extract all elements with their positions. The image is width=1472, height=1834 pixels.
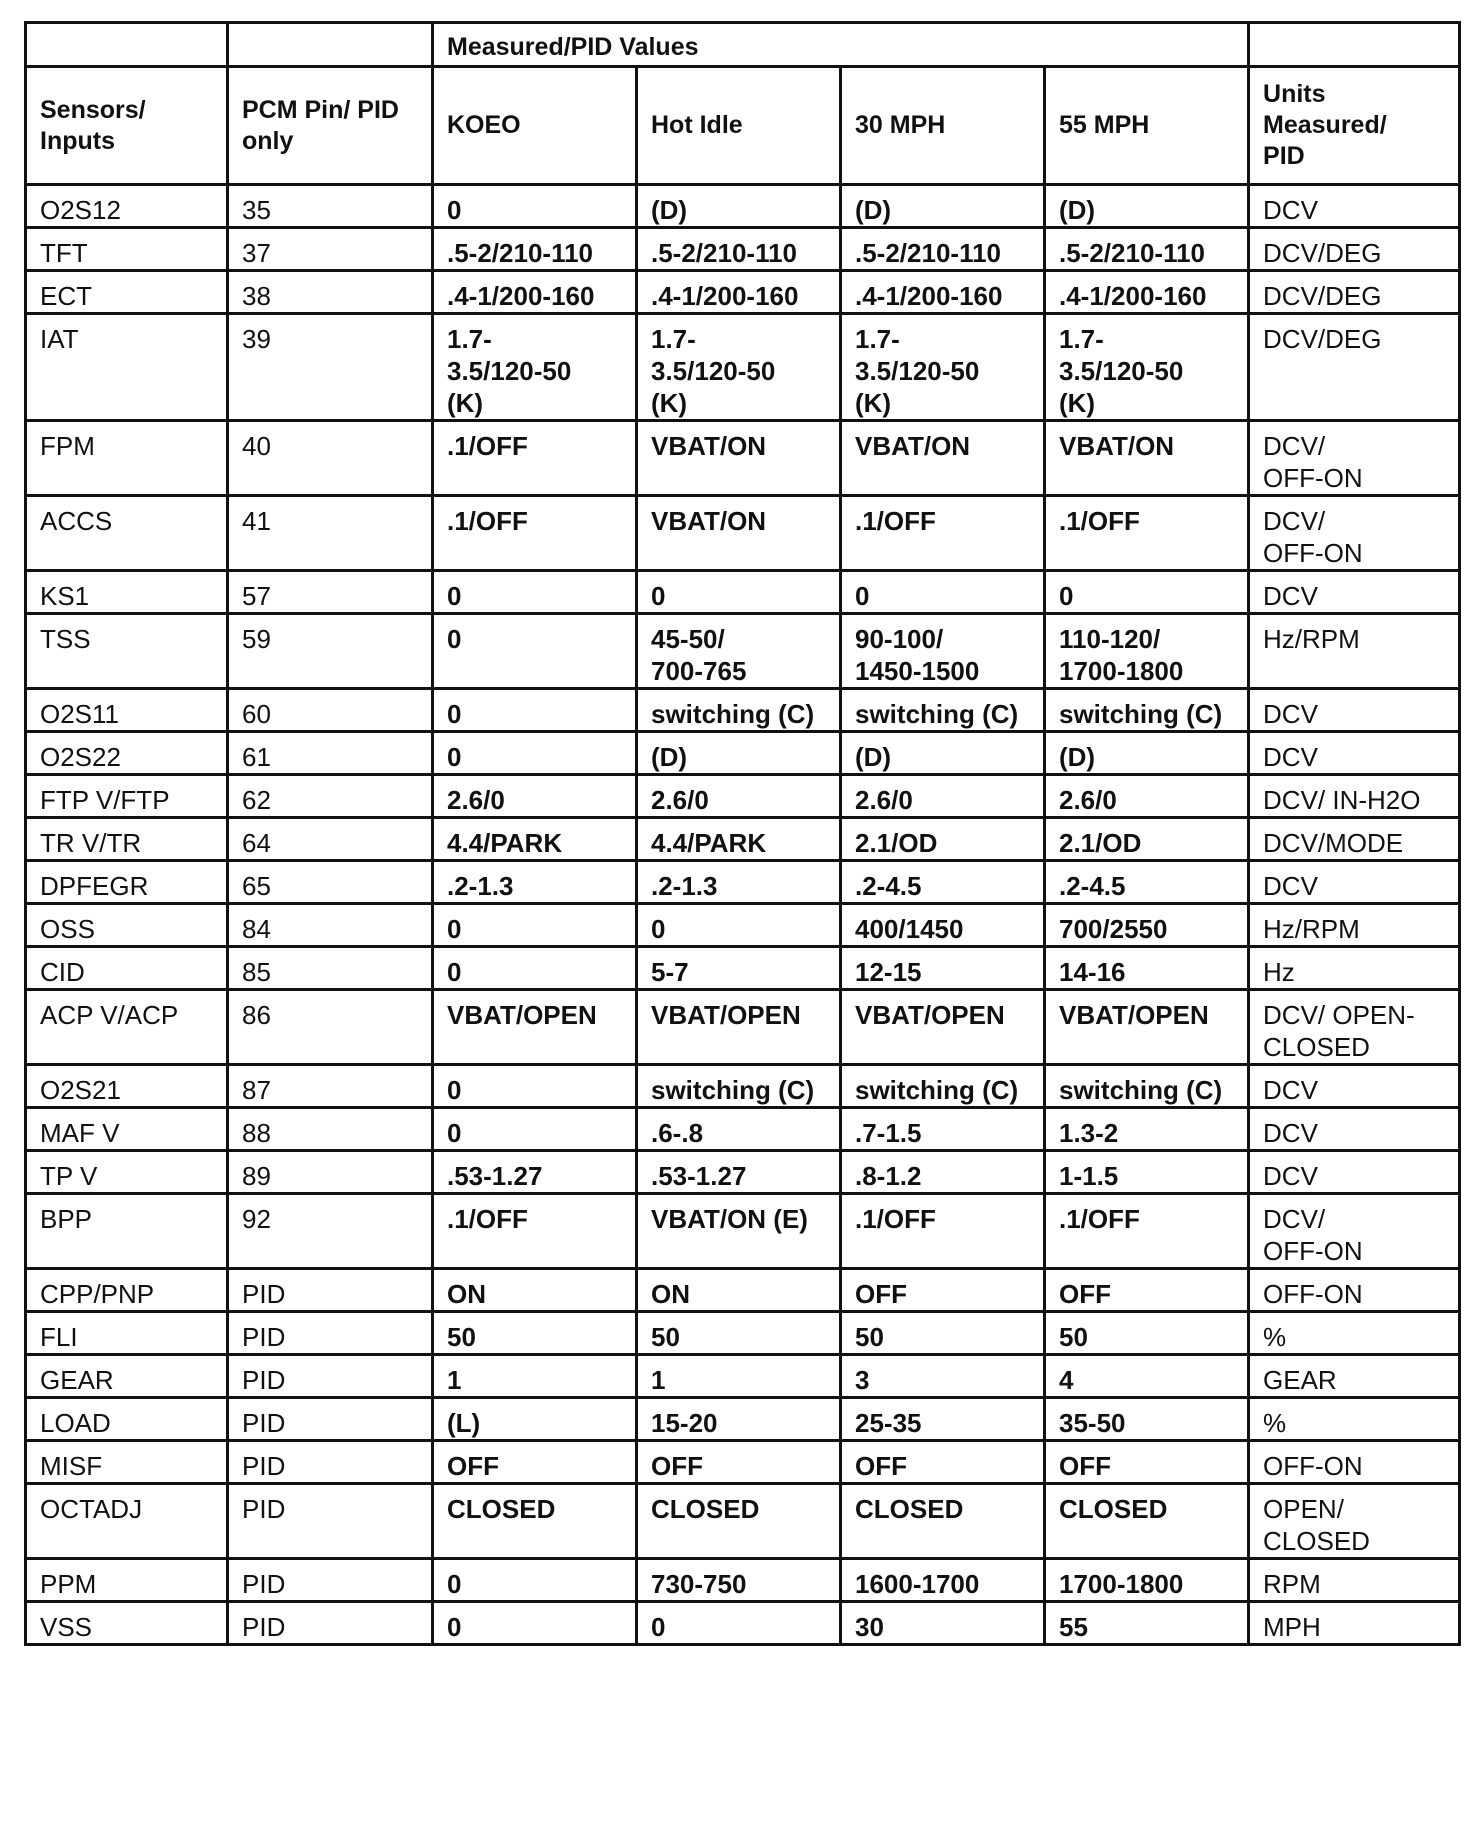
units-cell: Hz/RPM [1249, 614, 1460, 689]
pid-values-table [24, 21, 1461, 1646]
sensor-cell: ACP V/ACP [26, 990, 228, 1065]
55-mph-value-cell: .4-1/200-160 [1045, 271, 1249, 314]
55-mph-value-cell: CLOSED [1045, 1484, 1249, 1559]
units-cell: DCV [1249, 689, 1460, 732]
sensor-cell: CID [26, 947, 228, 990]
units-cell: DCV/ IN-H2O [1249, 775, 1460, 818]
30-mph-value-cell: .4-1/200-160 [841, 271, 1045, 314]
pin-cell: PID [228, 1602, 433, 1645]
55-mph-value-cell: switching (C) [1045, 689, 1249, 732]
30-mph-value-cell: 2.1/OD [841, 818, 1045, 861]
pin-cell: PID [228, 1441, 433, 1484]
pin-cell: 57 [228, 571, 433, 614]
sensor-cell: VSS [26, 1602, 228, 1645]
empty-header-cell [228, 23, 433, 67]
units-cell: % [1249, 1312, 1460, 1355]
units-cell: OFF-ON [1249, 1441, 1460, 1484]
units-cell: DCV [1249, 861, 1460, 904]
30-mph-value-cell: 50 [841, 1312, 1045, 1355]
55-mph-value-cell: 2.1/OD [1045, 818, 1249, 861]
30-mph-value-cell: 30 [841, 1602, 1045, 1645]
units-cell: DCV [1249, 1151, 1460, 1194]
table-row [26, 1484, 1460, 1559]
koeo-value-cell: 1 [433, 1355, 637, 1398]
hot-idle-value-cell: VBAT/ON [637, 421, 841, 496]
hot-idle-value-cell: 4.4/PARK [637, 818, 841, 861]
pin-cell: 86 [228, 990, 433, 1065]
pin-cell: 87 [228, 1065, 433, 1108]
pin-cell: 92 [228, 1194, 433, 1269]
30-mph-value-cell: 90-100/ 1450-1500 [841, 614, 1045, 689]
sensor-cell: KS1 [26, 571, 228, 614]
55-mph-value-cell: .5-2/210-110 [1045, 228, 1249, 271]
units-cell: DCV/ OFF-ON [1249, 1194, 1460, 1269]
koeo-value-cell: 50 [433, 1312, 637, 1355]
sensor-cell: IAT [26, 314, 228, 421]
sensor-cell: CPP/PNP [26, 1269, 228, 1312]
units-cell: DCV/DEG [1249, 271, 1460, 314]
sensor-cell: TFT [26, 228, 228, 271]
hot-idle-value-cell: 15-20 [637, 1398, 841, 1441]
table-row [26, 1269, 1460, 1312]
koeo-value-cell: .2-1.3 [433, 861, 637, 904]
sensor-cell: MISF [26, 1441, 228, 1484]
pin-cell: 37 [228, 228, 433, 271]
koeo-value-cell: .1/OFF [433, 421, 637, 496]
units-cell: % [1249, 1398, 1460, 1441]
55-mph-value-cell: 1700-1800 [1045, 1559, 1249, 1602]
sensor-cell: TR V/TR [26, 818, 228, 861]
30-mph-value-cell: 25-35 [841, 1398, 1045, 1441]
table-row [26, 1602, 1460, 1645]
measured-values-group-header: Measured/PID Values [433, 23, 1249, 67]
hot-idle-value-cell: VBAT/ON [637, 496, 841, 571]
30-mph-value-cell: 1600-1700 [841, 1559, 1045, 1602]
table-row [26, 1441, 1460, 1484]
30-mph-value-cell: (D) [841, 185, 1045, 228]
units-cell: GEAR [1249, 1355, 1460, 1398]
30-mph-value-cell: .7-1.5 [841, 1108, 1045, 1151]
hot-idle-value-cell: .2-1.3 [637, 861, 841, 904]
units-cell: MPH [1249, 1602, 1460, 1645]
koeo-value-cell: OFF [433, 1441, 637, 1484]
table-row [26, 904, 1460, 947]
hot-idle-value-cell: (D) [637, 185, 841, 228]
30-mph-value-cell: .2-4.5 [841, 861, 1045, 904]
55-mph-value-cell: .1/OFF [1045, 1194, 1249, 1269]
units-cell: DCV/ OFF-ON [1249, 421, 1460, 496]
pin-cell: 89 [228, 1151, 433, 1194]
koeo-value-cell: 4.4/PARK [433, 818, 637, 861]
55-mph-value-cell: VBAT/ON [1045, 421, 1249, 496]
pcm-pin-header: PCM Pin/ PID only [228, 67, 433, 185]
55-mph-value-cell: (D) [1045, 185, 1249, 228]
koeo-value-cell: 0 [433, 1602, 637, 1645]
pin-cell: 41 [228, 496, 433, 571]
table-row [26, 185, 1460, 228]
hot-idle-value-cell: 1.7- 3.5/120-50 (K) [637, 314, 841, 421]
pin-cell: 65 [228, 861, 433, 904]
table-row [26, 1065, 1460, 1108]
pin-cell: PID [228, 1312, 433, 1355]
55-mph-value-cell: 1.3-2 [1045, 1108, 1249, 1151]
30-mph-value-cell: 12-15 [841, 947, 1045, 990]
units-cell: DCV [1249, 1065, 1460, 1108]
koeo-value-cell: ON [433, 1269, 637, 1312]
55-mph-value-cell: 0 [1045, 571, 1249, 614]
pin-cell: PID [228, 1559, 433, 1602]
table-body [26, 23, 1460, 1645]
30-mph-header: 30 MPH [841, 67, 1045, 185]
hot-idle-value-cell: 5-7 [637, 947, 841, 990]
koeo-value-cell: .1/OFF [433, 496, 637, 571]
table-row [26, 947, 1460, 990]
sensor-cell: MAF V [26, 1108, 228, 1151]
koeo-value-cell: 0 [433, 614, 637, 689]
units-cell: Hz/RPM [1249, 904, 1460, 947]
sensor-cell: O2S21 [26, 1065, 228, 1108]
empty-header-cell [1249, 23, 1460, 67]
55-mph-value-cell: .2-4.5 [1045, 861, 1249, 904]
30-mph-value-cell: .1/OFF [841, 1194, 1045, 1269]
units-cell: DCV [1249, 571, 1460, 614]
pin-cell: 59 [228, 614, 433, 689]
30-mph-value-cell: CLOSED [841, 1484, 1045, 1559]
koeo-value-cell: (L) [433, 1398, 637, 1441]
pin-cell: 88 [228, 1108, 433, 1151]
units-cell: OPEN/ CLOSED [1249, 1484, 1460, 1559]
55-mph-value-cell: switching (C) [1045, 1065, 1249, 1108]
sensor-cell: ACCS [26, 496, 228, 571]
table-row [26, 1108, 1460, 1151]
group-header-row [26, 23, 1460, 67]
55-mph-value-cell: 1.7- 3.5/120-50 (K) [1045, 314, 1249, 421]
pin-cell: PID [228, 1484, 433, 1559]
pin-cell: 85 [228, 947, 433, 990]
koeo-header: KOEO [433, 67, 637, 185]
pin-cell: PID [228, 1269, 433, 1312]
table-row [26, 1312, 1460, 1355]
pin-cell: PID [228, 1398, 433, 1441]
koeo-value-cell: .1/OFF [433, 1194, 637, 1269]
table-row [26, 421, 1460, 496]
pin-cell: PID [228, 1355, 433, 1398]
55-mph-value-cell: 2.6/0 [1045, 775, 1249, 818]
30-mph-value-cell: 400/1450 [841, 904, 1045, 947]
55-mph-header: 55 MPH [1045, 67, 1249, 185]
30-mph-value-cell: 1.7- 3.5/120-50 (K) [841, 314, 1045, 421]
table-row [26, 990, 1460, 1065]
hot-idle-value-cell: .53-1.27 [637, 1151, 841, 1194]
table-row [26, 496, 1460, 571]
table-row [26, 1194, 1460, 1269]
55-mph-value-cell: 50 [1045, 1312, 1249, 1355]
koeo-value-cell: 0 [433, 1559, 637, 1602]
koeo-value-cell: VBAT/OPEN [433, 990, 637, 1065]
hot-idle-value-cell: 0 [637, 571, 841, 614]
55-mph-value-cell: 110-120/ 1700-1800 [1045, 614, 1249, 689]
hot-idle-value-cell: .6-.8 [637, 1108, 841, 1151]
30-mph-value-cell: 0 [841, 571, 1045, 614]
sensor-cell: O2S12 [26, 185, 228, 228]
55-mph-value-cell: (D) [1045, 732, 1249, 775]
units-cell: DCV/DEG [1249, 314, 1460, 421]
hot-idle-value-cell: CLOSED [637, 1484, 841, 1559]
sensor-cell: TP V [26, 1151, 228, 1194]
30-mph-value-cell: (D) [841, 732, 1045, 775]
sensor-cell: TSS [26, 614, 228, 689]
hot-idle-value-cell: (D) [637, 732, 841, 775]
hot-idle-value-cell: VBAT/OPEN [637, 990, 841, 1065]
pin-cell: 84 [228, 904, 433, 947]
koeo-value-cell: 0 [433, 1065, 637, 1108]
sensor-cell: GEAR [26, 1355, 228, 1398]
hot-idle-value-cell: .5-2/210-110 [637, 228, 841, 271]
units-cell: DCV/ OPEN- CLOSED [1249, 990, 1460, 1065]
sensor-cell: OCTADJ [26, 1484, 228, 1559]
table-row [26, 775, 1460, 818]
sensor-cell: FPM [26, 421, 228, 496]
table-row [26, 818, 1460, 861]
pin-cell: 62 [228, 775, 433, 818]
table-row [26, 271, 1460, 314]
pin-cell: 61 [228, 732, 433, 775]
30-mph-value-cell: 2.6/0 [841, 775, 1045, 818]
koeo-value-cell: 0 [433, 947, 637, 990]
55-mph-value-cell: .1/OFF [1045, 496, 1249, 571]
55-mph-value-cell: 55 [1045, 1602, 1249, 1645]
55-mph-value-cell: 35-50 [1045, 1398, 1249, 1441]
empty-header-cell [26, 23, 228, 67]
55-mph-value-cell: 1-1.5 [1045, 1151, 1249, 1194]
30-mph-value-cell: switching (C) [841, 1065, 1045, 1108]
sensor-cell: PPM [26, 1559, 228, 1602]
sensor-cell: ECT [26, 271, 228, 314]
koeo-value-cell: 0 [433, 732, 637, 775]
koeo-value-cell: .4-1/200-160 [433, 271, 637, 314]
table-row [26, 314, 1460, 421]
units-cell: DCV [1249, 185, 1460, 228]
30-mph-value-cell: OFF [841, 1269, 1045, 1312]
hot-idle-value-cell: 0 [637, 904, 841, 947]
pin-cell: 60 [228, 689, 433, 732]
55-mph-value-cell: OFF [1045, 1269, 1249, 1312]
hot-idle-header: Hot Idle [637, 67, 841, 185]
hot-idle-value-cell: switching (C) [637, 1065, 841, 1108]
55-mph-value-cell: OFF [1045, 1441, 1249, 1484]
pin-cell: 40 [228, 421, 433, 496]
units-cell: OFF-ON [1249, 1269, 1460, 1312]
table-row [26, 1559, 1460, 1602]
units-cell: DCV/MODE [1249, 818, 1460, 861]
sensor-cell: O2S11 [26, 689, 228, 732]
30-mph-value-cell: VBAT/OPEN [841, 990, 1045, 1065]
sensor-cell: FTP V/FTP [26, 775, 228, 818]
hot-idle-value-cell: 2.6/0 [637, 775, 841, 818]
hot-idle-value-cell: 0 [637, 1602, 841, 1645]
koeo-value-cell: .53-1.27 [433, 1151, 637, 1194]
table-row [26, 228, 1460, 271]
table-row [26, 614, 1460, 689]
sensor-cell: FLI [26, 1312, 228, 1355]
hot-idle-value-cell: 1 [637, 1355, 841, 1398]
koeo-value-cell: 1.7- 3.5/120-50 (K) [433, 314, 637, 421]
sensor-cell: LOAD [26, 1398, 228, 1441]
koeo-value-cell: 0 [433, 689, 637, 732]
55-mph-value-cell: 4 [1045, 1355, 1249, 1398]
hot-idle-value-cell: 730-750 [637, 1559, 841, 1602]
hot-idle-value-cell: VBAT/ON (E) [637, 1194, 841, 1269]
table-row [26, 732, 1460, 775]
sensor-cell: DPFEGR [26, 861, 228, 904]
units-cell: DCV/DEG [1249, 228, 1460, 271]
koeo-value-cell: 2.6/0 [433, 775, 637, 818]
sensor-cell: BPP [26, 1194, 228, 1269]
hot-idle-value-cell: .4-1/200-160 [637, 271, 841, 314]
sensor-cell: O2S22 [26, 732, 228, 775]
sensors-inputs-header: Sensors/ Inputs [26, 67, 228, 185]
30-mph-value-cell: switching (C) [841, 689, 1045, 732]
koeo-value-cell: 0 [433, 571, 637, 614]
units-cell: RPM [1249, 1559, 1460, 1602]
hot-idle-value-cell: 45-50/ 700-765 [637, 614, 841, 689]
table-row [26, 689, 1460, 732]
units-cell: DCV [1249, 1108, 1460, 1151]
hot-idle-value-cell: switching (C) [637, 689, 841, 732]
table-row [26, 1355, 1460, 1398]
sensor-cell: OSS [26, 904, 228, 947]
55-mph-value-cell: VBAT/OPEN [1045, 990, 1249, 1065]
30-mph-value-cell: .1/OFF [841, 496, 1045, 571]
units-header: Units Measured/ PID [1249, 67, 1460, 185]
pin-cell: 64 [228, 818, 433, 861]
column-header-row [26, 67, 1460, 185]
table-row [26, 571, 1460, 614]
hot-idle-value-cell: 50 [637, 1312, 841, 1355]
units-cell: DCV/ OFF-ON [1249, 496, 1460, 571]
30-mph-value-cell: 3 [841, 1355, 1045, 1398]
koeo-value-cell: CLOSED [433, 1484, 637, 1559]
55-mph-value-cell: 14-16 [1045, 947, 1249, 990]
table-row [26, 1151, 1460, 1194]
koeo-value-cell: 0 [433, 904, 637, 947]
koeo-value-cell: 0 [433, 185, 637, 228]
55-mph-value-cell: 700/2550 [1045, 904, 1249, 947]
hot-idle-value-cell: OFF [637, 1441, 841, 1484]
30-mph-value-cell: OFF [841, 1441, 1045, 1484]
pin-cell: 38 [228, 271, 433, 314]
units-cell: DCV [1249, 732, 1460, 775]
koeo-value-cell: 0 [433, 1108, 637, 1151]
table-row [26, 861, 1460, 904]
koeo-value-cell: .5-2/210-110 [433, 228, 637, 271]
units-cell: Hz [1249, 947, 1460, 990]
30-mph-value-cell: VBAT/ON [841, 421, 1045, 496]
30-mph-value-cell: .8-1.2 [841, 1151, 1045, 1194]
pin-cell: 35 [228, 185, 433, 228]
30-mph-value-cell: .5-2/210-110 [841, 228, 1045, 271]
pin-cell: 39 [228, 314, 433, 421]
table-row [26, 1398, 1460, 1441]
hot-idle-value-cell: ON [637, 1269, 841, 1312]
